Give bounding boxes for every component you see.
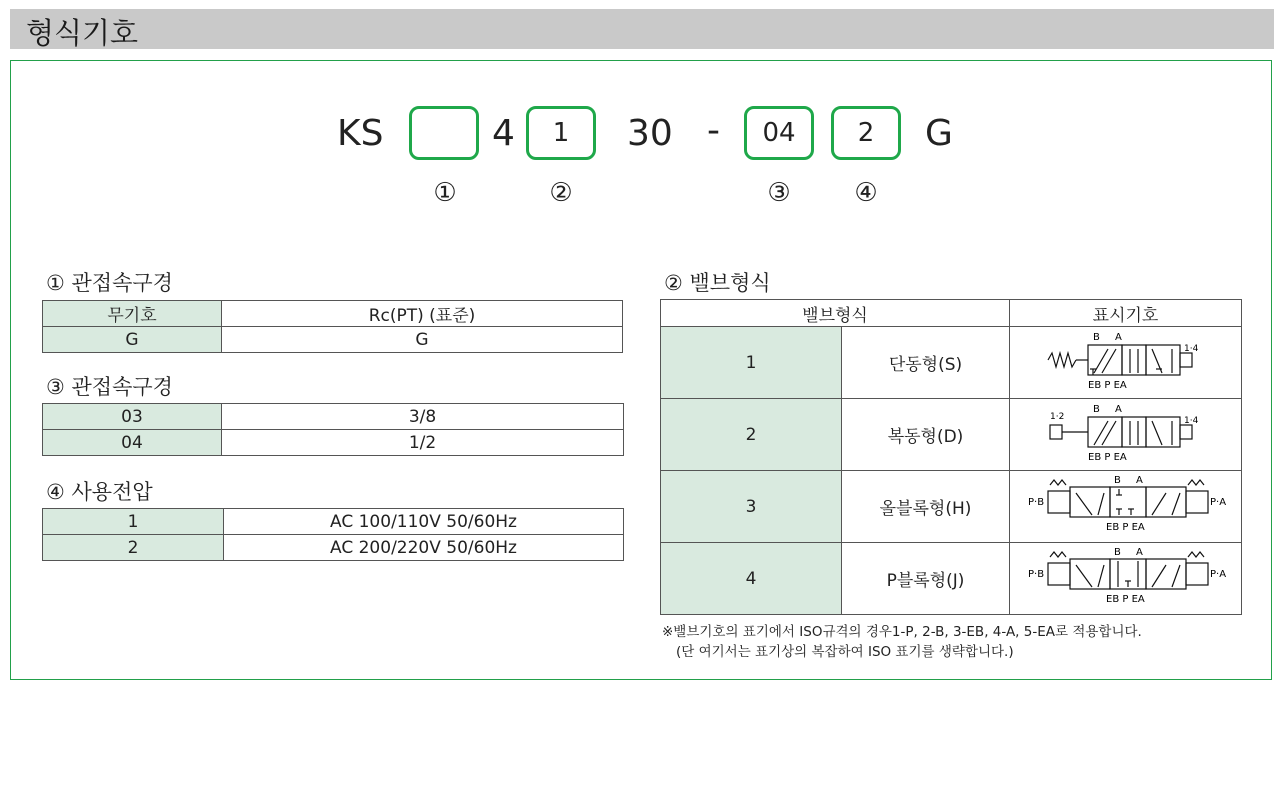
- table-row: [43, 430, 624, 456]
- table-cell: 1: [43, 509, 224, 535]
- section3-table: [42, 403, 624, 456]
- symbol-double-solenoid: [1010, 399, 1242, 471]
- symbol-label-bottom: EB P EA: [1087, 380, 1127, 391]
- code-box-1: [409, 106, 479, 160]
- table-cell: AC 200/220V 50/60Hz: [224, 535, 624, 561]
- row-name: 올블록형(H): [842, 471, 1010, 543]
- row-code: 1: [661, 327, 842, 399]
- code-prefix: KS: [337, 113, 384, 154]
- table-row: [43, 301, 623, 327]
- symbol-label-b: B: [1092, 332, 1100, 343]
- symbol-label-pa: P·A: [1209, 569, 1226, 580]
- symbol-label-pb: P·B: [1027, 569, 1044, 580]
- section1-table: [42, 300, 623, 353]
- table-row: [43, 509, 624, 535]
- table-cell: 3/8: [222, 404, 624, 430]
- valve-symbol-double-icon: [1046, 401, 1206, 463]
- symbol-p-block: [1010, 543, 1242, 615]
- footnote: [662, 622, 1142, 662]
- table-cell: 1/2: [222, 430, 624, 456]
- valve-symbol-all-block-icon: [1026, 473, 1226, 535]
- code-box-4: 2: [831, 106, 901, 160]
- symbol-label-bottom: EB P EA: [1105, 594, 1145, 605]
- table-row: [661, 327, 1242, 399]
- symbol-label-pa: P·A: [1209, 497, 1226, 508]
- section2-title: ② 밸브형식: [664, 271, 771, 295]
- marker-2: ②: [549, 178, 573, 208]
- table-cell: 03: [43, 404, 222, 430]
- symbol-single-solenoid: [1010, 327, 1242, 399]
- code-box-3: 04: [744, 106, 814, 160]
- row-code: 3: [661, 471, 842, 543]
- symbol-label-sol-b: 1·2: [1049, 412, 1064, 422]
- marker-3: ③: [767, 178, 791, 208]
- table-cell: G: [43, 327, 222, 353]
- code-digit-30: 30: [627, 113, 673, 154]
- symbol-label-bottom: EB P EA: [1105, 522, 1145, 533]
- section4-title: ④ 사용전압: [46, 480, 153, 504]
- code-dash: -: [707, 110, 720, 151]
- table-cell: AC 100/110V 50/60Hz: [224, 509, 624, 535]
- page-title: 형식기호: [26, 16, 139, 50]
- table-row: [43, 327, 623, 353]
- marker-1: ①: [433, 178, 457, 208]
- code-suffix: G: [925, 113, 953, 154]
- symbol-label-bottom: EB P EA: [1087, 452, 1127, 463]
- table-cell: 무기호: [43, 301, 222, 327]
- table-cell: Rc(PT) (표준): [222, 301, 623, 327]
- valve-type-table: [660, 299, 1242, 615]
- row-code: 2: [661, 399, 842, 471]
- row-code: 4: [661, 543, 842, 615]
- header-valve-type: 밸브형식: [661, 300, 1010, 327]
- table-cell: 2: [43, 535, 224, 561]
- symbol-label-a: A: [1114, 332, 1122, 343]
- row-name: 단동형(S): [842, 327, 1010, 399]
- row-name: P블록형(J): [842, 543, 1010, 615]
- valve-symbol-single-icon: [1046, 329, 1206, 391]
- code-digit-4: 4: [492, 113, 515, 154]
- footnote-line-1: ※밸브기호의 표기에서 ISO규격의 경우1-P, 2-B, 3-EB, 4-A, 5-EA로 적용합니다.: [662, 624, 1142, 640]
- section3-title: ③ 관접속구경: [46, 375, 173, 399]
- symbol-label-pb: P·B: [1027, 497, 1044, 508]
- symbol-all-block: [1010, 471, 1242, 543]
- table-cell: 04: [43, 430, 222, 456]
- table-header-row: [661, 300, 1242, 327]
- symbol-label-a: A: [1135, 475, 1143, 486]
- symbol-label-b: B: [1092, 404, 1100, 415]
- symbol-label-a: A: [1135, 547, 1143, 558]
- section1-title: ① 관접속구경: [46, 271, 173, 295]
- symbol-label-a: A: [1114, 404, 1122, 415]
- table-row: [661, 399, 1242, 471]
- title-bar: [10, 9, 1274, 49]
- table-cell: G: [222, 327, 623, 353]
- table-row: [661, 543, 1242, 615]
- row-name: 복동형(D): [842, 399, 1010, 471]
- section4-table: [42, 508, 624, 561]
- symbol-label-b: B: [1113, 547, 1121, 558]
- symbol-label-sol-a: 1·4: [1183, 416, 1198, 426]
- footnote-line-2: (단 여기서는 표기상의 복잡하여 ISO 표기를 생략합니다.): [676, 644, 1014, 660]
- code-box-2: 1: [526, 106, 596, 160]
- header-symbol: 표시기호: [1010, 300, 1242, 327]
- table-row: [661, 471, 1242, 543]
- symbol-label-b: B: [1113, 475, 1121, 486]
- table-row: [43, 404, 624, 430]
- valve-symbol-p-block-icon: [1026, 545, 1226, 607]
- table-row: [43, 535, 624, 561]
- marker-4: ④: [854, 178, 878, 208]
- symbol-label-sol-a: 1·4: [1183, 344, 1198, 354]
